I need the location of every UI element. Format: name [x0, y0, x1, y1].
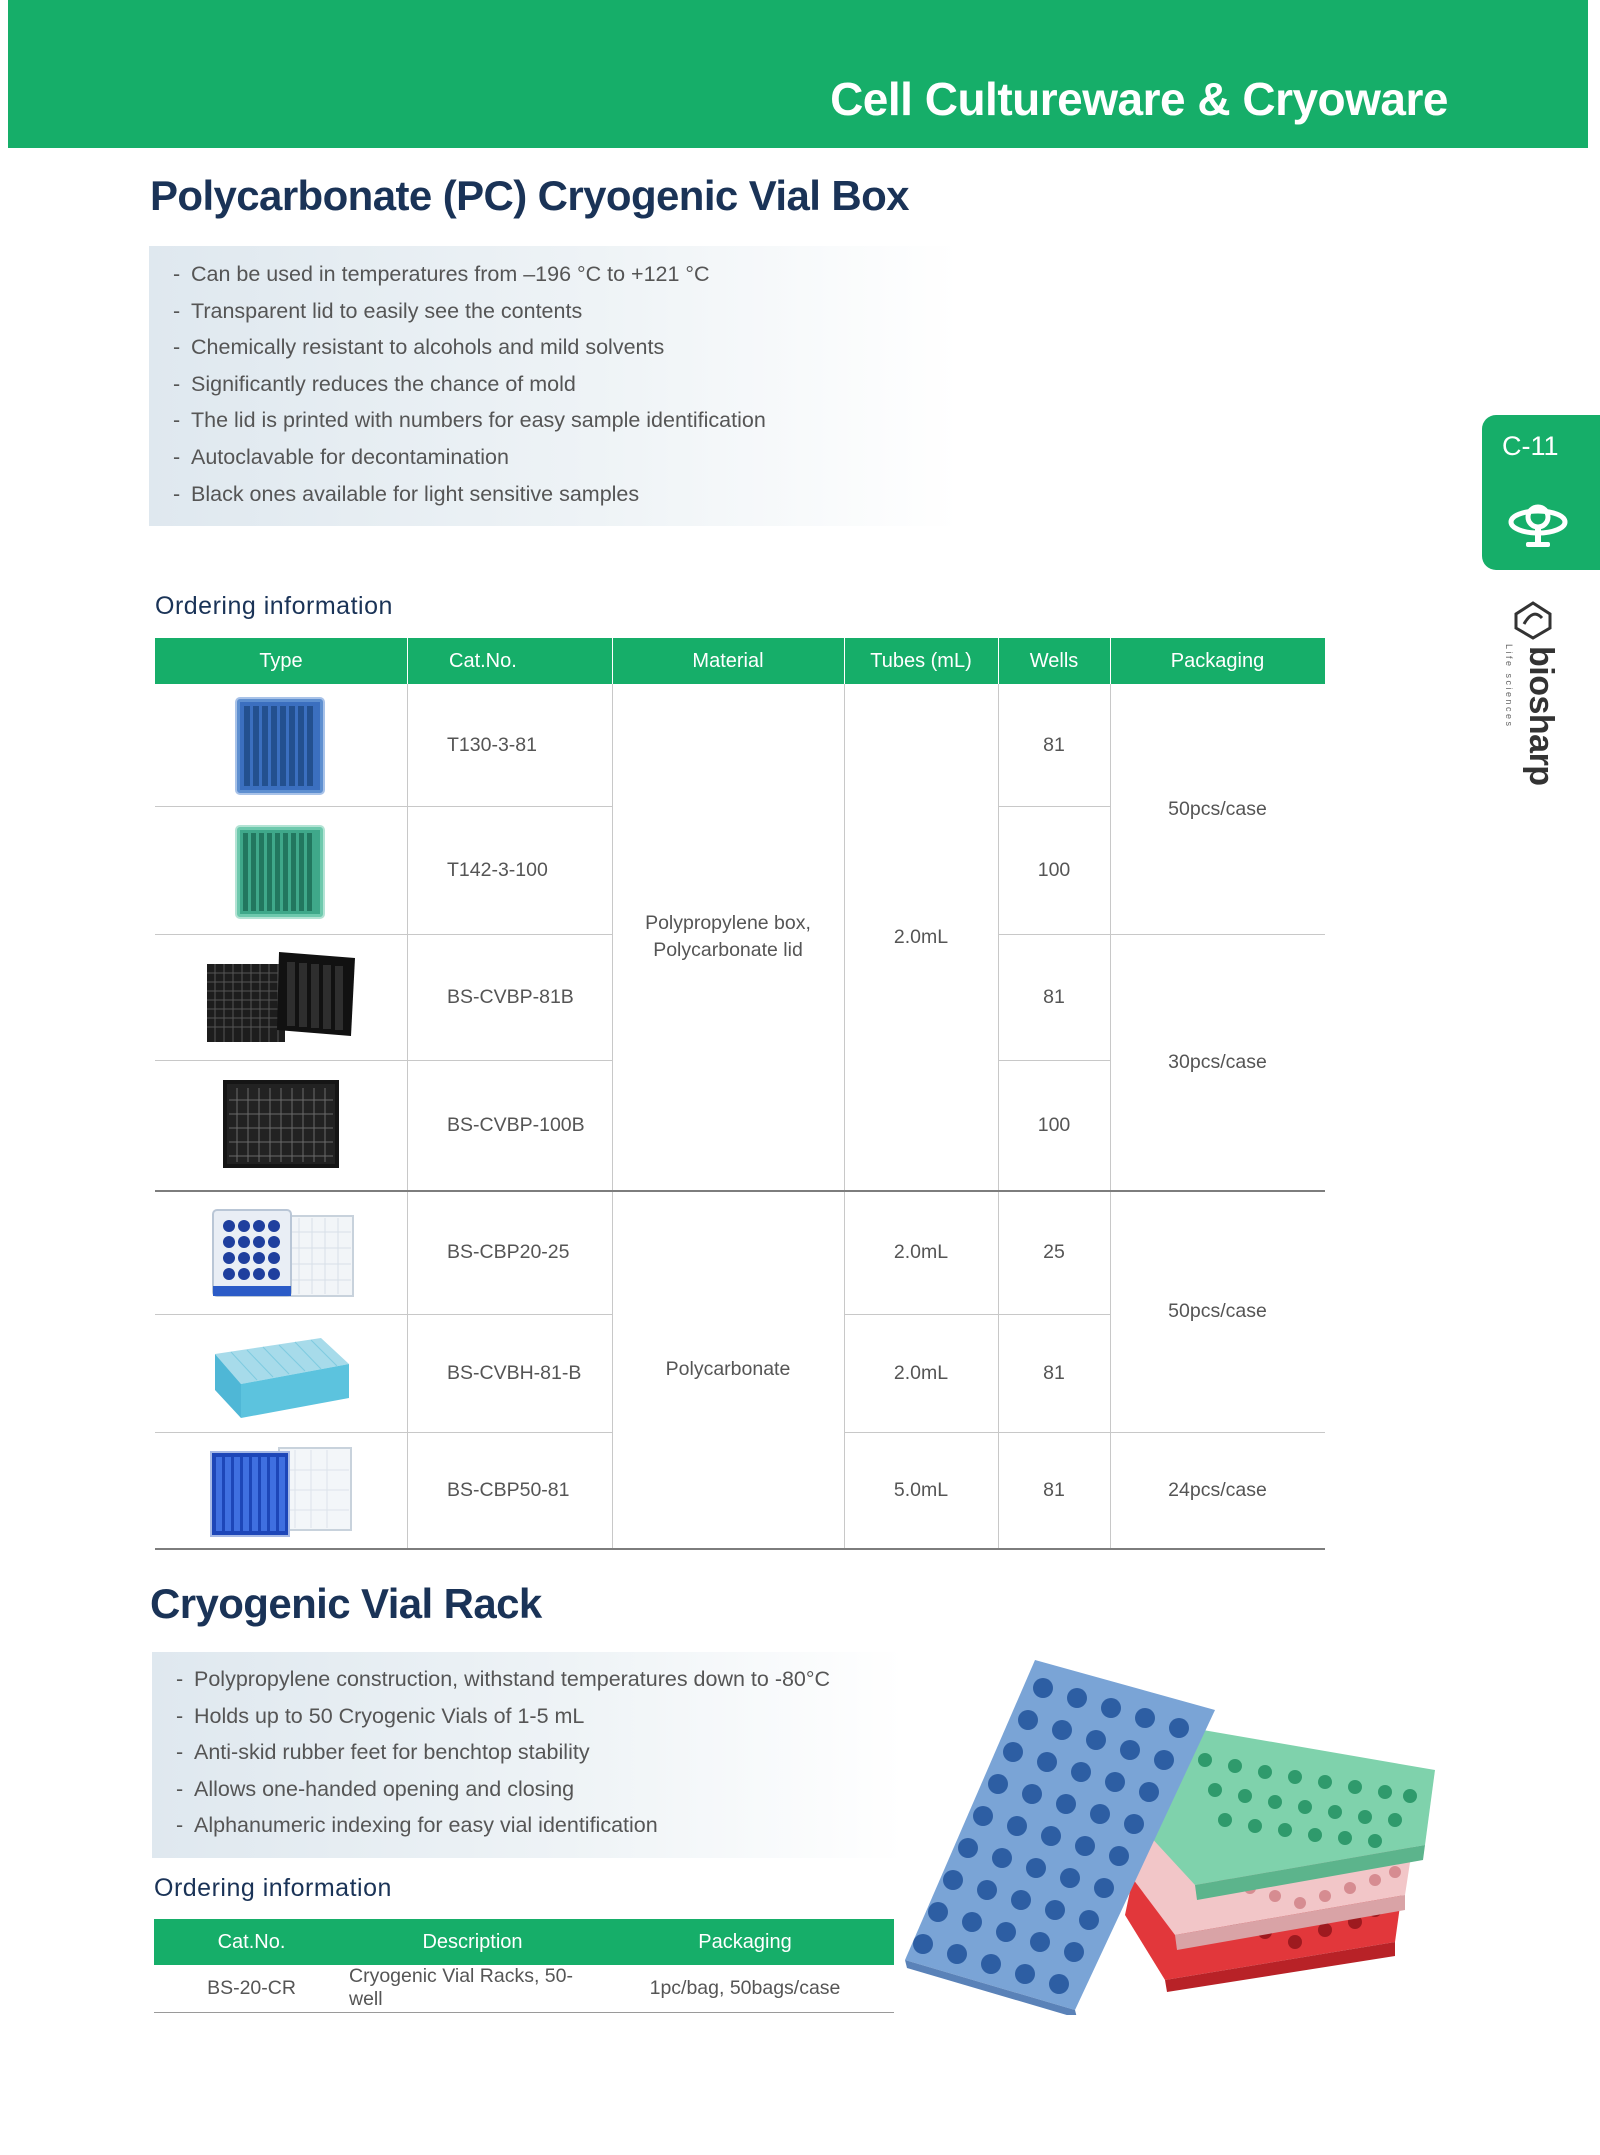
black-81-well-box-image — [207, 946, 357, 1046]
feature-item: - Can be used in temperatures from –196 °C to +121 °C — [173, 262, 710, 286]
col-header-packaging: Packaging — [1110, 638, 1325, 684]
cat-no-cell: BS-CVBP-81B — [447, 985, 574, 1008]
feature-item: - The lid is printed with numbers for easy sample identification — [173, 408, 766, 433]
feature-item: - Anti-skid rubber feet for benchtop stability — [176, 1740, 590, 1765]
flask-stand-icon — [1504, 495, 1572, 549]
feature-item: - Holds up to 50 Cryogenic Vials of 1-5 mL — [176, 1703, 585, 1728]
blue-81-well-box-image — [230, 694, 330, 798]
green-100-well-box-image — [230, 822, 330, 922]
header-divider — [612, 638, 613, 684]
vial-rack-features — [152, 1652, 904, 1858]
vial-box-table — [155, 638, 1325, 1550]
col-header-cat-no: Cat.No. — [154, 1919, 349, 1965]
tubes-cell: 2.0mL — [893, 1361, 949, 1384]
header-title: Cell Cultureware & Cryoware — [830, 73, 1448, 125]
wells-cell: 100 — [1037, 858, 1071, 881]
blue-81-well-box-open-image — [209, 1442, 354, 1540]
packaging-cell: 50pcs/case — [1168, 797, 1267, 820]
col-header-packaging: Packaging — [596, 1919, 894, 1965]
wells-cell: 81 — [1043, 733, 1065, 756]
cat-no-cell: BS-CVBP-100B — [447, 1113, 585, 1136]
vial-rack-title: Cryogenic Vial Rack — [150, 1580, 542, 1627]
col-header-description: Description — [349, 1919, 596, 1965]
col-header-type: Type — [155, 638, 407, 684]
wells-cell: 81 — [1043, 985, 1065, 1008]
ordering-heading: Ordering information — [154, 1874, 392, 1902]
col-header-cat-no: Cat.No. — [407, 638, 612, 684]
vial-box-title: Polycarbonate (PC) Cryogenic Vial Box — [150, 172, 909, 219]
black-100-well-box-image — [221, 1078, 341, 1172]
grid-line — [407, 684, 408, 1550]
header-divider — [844, 638, 845, 684]
vial-rack-table — [154, 1919, 894, 2014]
packaging-cell: 30pcs/case — [1168, 1050, 1267, 1073]
vial-box-features — [149, 246, 959, 526]
table-bottom-border — [155, 1548, 1325, 1550]
page-code: C-11 — [1502, 431, 1559, 461]
feature-item: - Polypropylene construction, withstand temperatures down to -80°C — [176, 1667, 831, 1691]
header-divider — [1110, 638, 1111, 684]
table-bottom-border — [154, 2012, 894, 2013]
feature-item: - Chemically resistant to alcohols and mild solvents — [173, 335, 665, 360]
brand-name: biosharp — [1522, 646, 1560, 786]
cat-no-cell: BS-CBP50-81 — [447, 1478, 570, 1501]
header-divider — [998, 638, 999, 684]
col-header-material: Material — [612, 638, 844, 684]
header-divider — [407, 638, 408, 684]
wells-cell: 25 — [1043, 1240, 1065, 1263]
feature-item: - Alphanumeric indexing for easy vial identification — [176, 1813, 658, 1838]
cat-no-cell: T142-3-100 — [447, 858, 548, 881]
biosharp-logo-icon — [1512, 600, 1554, 640]
feature-item: - Autoclavable for decontamination — [173, 444, 509, 469]
material-cell-group1: Polypropylene box, Polycarbonate lid — [645, 912, 811, 961]
tubes-cell: 5.0mL — [893, 1478, 949, 1501]
cat-no-cell: BS-CBP20-25 — [447, 1240, 570, 1263]
ordering-heading: Ordering information — [155, 592, 393, 620]
feature-item: - Allows one-handed opening and closing — [176, 1776, 575, 1801]
feature-item: - Significantly reduces the chance of mold — [173, 371, 576, 396]
brand-tagline: Life sciences — [1504, 644, 1514, 729]
header-band — [8, 0, 1588, 148]
tubes-cell-group1: 2.0mL — [893, 925, 949, 948]
packaging-cell: 50pcs/case — [1168, 1299, 1267, 1322]
stacked-vial-racks-image — [905, 1660, 1435, 2015]
wells-cell: 81 — [1043, 1361, 1065, 1384]
material-cell-group2: Polycarbonate — [665, 1357, 791, 1380]
wells-cell: 100 — [1037, 1113, 1071, 1136]
brand-logo — [1504, 600, 1560, 786]
blue-25-well-box-open-image — [211, 1206, 356, 1302]
description-cell: Cryogenic Vial Racks, 50-well — [349, 1965, 573, 2010]
tubes-cell: 2.0mL — [893, 1240, 949, 1263]
col-header-wells: Wells — [998, 638, 1110, 684]
wells-cell: 81 — [1043, 1478, 1065, 1501]
cat-no-cell: T130-3-81 — [447, 733, 537, 756]
packaging-cell: 1pc/bag, 50bags/case — [649, 1976, 841, 1999]
feature-item: - Black ones available for light sensitive samples — [173, 481, 640, 506]
clear-blue-81-well-box-image — [211, 1324, 353, 1422]
col-header-tubes: Tubes (mL) — [844, 638, 998, 684]
packaging-cell: 24pcs/case — [1168, 1478, 1267, 1501]
feature-item: - Transparent lid to easily see the contents — [173, 298, 583, 323]
cat-no-cell: BS-20-CR — [207, 1976, 296, 1999]
cat-no-cell: BS-CVBH-81-B — [447, 1361, 582, 1384]
section-tab — [1482, 415, 1600, 570]
